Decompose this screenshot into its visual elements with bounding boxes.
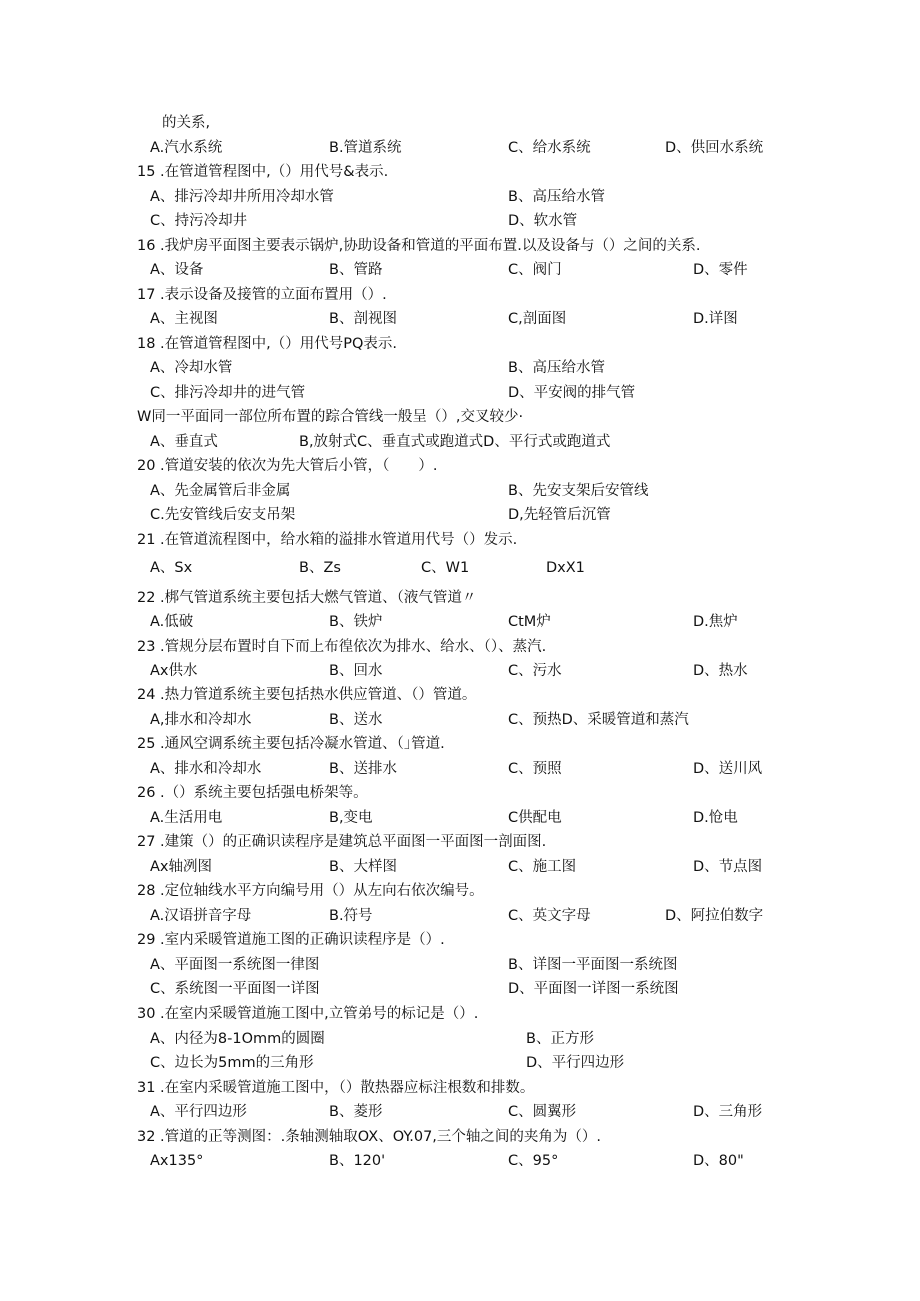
option-b: B、铁炉 [329, 614, 383, 630]
option-a: A、先金属管后非金属 [150, 483, 291, 499]
option-b: B、菱形 [329, 1104, 383, 1120]
option-c: C、持污冷却井 [150, 213, 248, 229]
option-b: B、先安支架后安管线 [508, 483, 649, 499]
option-a: A.汽水系统 [150, 140, 223, 156]
option-c: C.先安管线后安支吊架 [150, 507, 296, 523]
question-31: 31 .在室内采暖管道施工图中，（）散热器应标注根数和排数。 [137, 1080, 535, 1096]
option-d: D、平行四边形 [526, 1055, 625, 1071]
option-b: B、送水 [329, 712, 383, 728]
option-a: A,排水和冷却水 [150, 712, 252, 728]
question-30: 30 .在室内采暖管道施工图中,立管弟号的标记是（）. [137, 1006, 479, 1022]
question-15: 15 .在管道管程图中,（）用代号&表示. [137, 164, 389, 180]
option-a: A.生活用电 [150, 810, 223, 826]
option-b: B、管路 [329, 262, 383, 278]
option-d: D、送川风 [693, 761, 763, 777]
option-c: C、预热D、采暖管道和蒸汽 [508, 712, 689, 728]
option-b: B,放射式C、垂直式或跑道式D、平行式或跑道式 [299, 434, 611, 450]
option-a: A、内径为8-1Omm的圆圈 [150, 1031, 325, 1047]
option-d: D、80" [693, 1153, 744, 1169]
question-16: 16 .我炉房平面图主要表示锅炉,协助设备和管道的平面布置.以及设备与（）之间的关系. [137, 238, 701, 254]
question-18: 18 .在管道管程图中,（）用代号PQ表示. [137, 336, 398, 352]
option-c: C,剖面图 [508, 311, 567, 327]
option-d: D、热水 [693, 663, 748, 679]
question-26: 26 .（）系统主要包括强电桥架等。 [137, 785, 368, 801]
question-20: 20 .管道安装的依次为先大管后小管，（ ）. [137, 458, 438, 474]
option-b: B.符号 [329, 908, 373, 924]
option-a: A、垂直式 [150, 434, 218, 450]
question-21: 21 .在管道流程图中，给水箱的溢排水管道用代号（）发示. [137, 532, 518, 548]
question-25: 25 .通风空调系统主要包括冷凝水管道、（｣管道. [137, 736, 445, 752]
option-d: D、平安阀的排气管 [508, 385, 636, 401]
option-d: D、平面图一详图一系统图 [508, 981, 679, 997]
option-c: C、施工图 [508, 859, 577, 875]
option-b: B、高压给水管 [508, 189, 605, 205]
option-a: A、设备 [150, 262, 204, 278]
option-c: C、95° [508, 1153, 559, 1169]
option-b: B、详图一平面图一系统图 [508, 957, 678, 973]
option-a: A、平行四边形 [150, 1104, 247, 1120]
option-a: A、排水和冷却水 [150, 761, 262, 777]
question-32: 32 .管道的正等测图：.条轴测轴取OX、OY.07,三个轴之间的夹角为（）. [137, 1129, 602, 1145]
question-22: 22 .梆气管道系统主要包括大燃气管道、（液气管道〃 [137, 590, 477, 606]
option-c: C、排污冷却井的进气管 [150, 385, 306, 401]
option-b: B,变电 [329, 810, 373, 826]
option-c: C、给水系统 [508, 140, 591, 156]
option-c: C、阀门 [508, 262, 562, 278]
option-d: D,先轻管后沉管 [508, 507, 611, 523]
question-27: 27 .建策（）的正确识读程序是建筑总平面图一平面图一剖面图. [137, 834, 547, 850]
question-line: 的关系, [162, 115, 211, 131]
option-b: B、正方形 [526, 1031, 594, 1047]
option-c: C、英文字母 [508, 908, 591, 924]
option-b: B、回水 [329, 663, 383, 679]
option-c: C供配电 [508, 810, 562, 826]
option-d: D、阿拉伯数字 [665, 908, 764, 924]
option-d: D、零件 [693, 262, 748, 278]
option-c: CtM炉 [508, 614, 551, 630]
option-a: A、主视图 [150, 311, 218, 327]
option-d: D、软水管 [508, 213, 578, 229]
option-c: C、污水 [508, 663, 562, 679]
option-a: A、冷却水管 [150, 360, 233, 376]
option-d: D.详图 [693, 311, 738, 327]
option-d: D、节点图 [693, 859, 763, 875]
option-a: Ax135° [150, 1153, 204, 1169]
option-a: Ax轴冽图 [150, 859, 212, 875]
option-c: C、边长为5mm的三角形 [150, 1055, 314, 1071]
option-c: C、W1 [421, 560, 470, 576]
option-c: C、系统图一平面图一详图 [150, 981, 320, 997]
option-a: A.汉语拼音字母 [150, 908, 252, 924]
option-b: B.管道系统 [329, 140, 402, 156]
question-17: 17 .表示设备及接管的立面布置用（）. [137, 287, 387, 303]
option-a: A、平面图一系统图一律图 [150, 957, 320, 973]
option-d: D.焦炉 [693, 614, 738, 630]
option-d: D、三角形 [693, 1104, 763, 1120]
option-b: B、大样图 [329, 859, 397, 875]
option-a: Ax供水 [150, 663, 198, 679]
option-a: A、Sx [150, 560, 193, 576]
question-29: 29 .室内采暖管道施工图的正确识读程序是（）. [137, 932, 445, 948]
option-b: B、剖视图 [329, 311, 397, 327]
question-28: 28 .定位轴线水平方向编号用（）从左向右依次编号。 [137, 883, 484, 899]
option-a: A.低破 [150, 614, 194, 630]
question-19: W同一平面同一部位所布置的踪合管线一般呈（）,交叉较少· [137, 409, 524, 425]
option-b: B、120' [329, 1153, 386, 1169]
option-d: D、供回水系统 [665, 140, 764, 156]
question-23: 23 .管规分层布置时自下而上布徨依次为排水、给水、（）、蒸汽. [137, 639, 547, 655]
option-d: D.怆电 [693, 810, 738, 826]
option-c: C、预照 [508, 761, 562, 777]
option-d: DxX1 [546, 560, 585, 576]
option-b: B、送排水 [329, 761, 397, 777]
option-b: B、Zs [299, 560, 341, 576]
option-b: B、高压给水管 [508, 360, 605, 376]
option-c: C、圆翼形 [508, 1104, 577, 1120]
option-a: A、排污冷却井所用冷却水管 [150, 189, 334, 205]
question-24: 24 .热力管道系统主要包括热水供应管道、（）管道。 [137, 687, 477, 703]
